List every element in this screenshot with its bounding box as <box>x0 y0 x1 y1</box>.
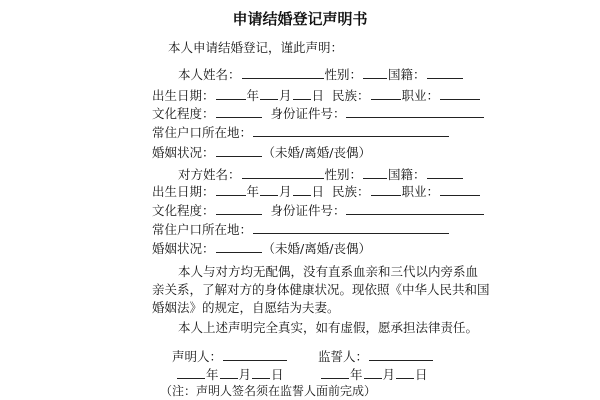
self-id-field[interactable] <box>346 105 484 118</box>
self-marital-options: （未婚/离婚/丧偶） <box>262 145 371 160</box>
supervisor-date-row <box>320 366 428 383</box>
self-birth-label: 出生日期： <box>152 88 215 103</box>
supervisor-signature-field[interactable] <box>369 348 433 361</box>
declarant-month-field[interactable] <box>220 366 238 379</box>
self-birth-month-field[interactable] <box>260 87 278 100</box>
self-residence-field[interactable] <box>253 124 449 137</box>
partner-birth-label: 出生日期： <box>152 184 215 199</box>
partner-birth-month-field[interactable] <box>260 183 278 196</box>
partner-gender-field[interactable] <box>363 166 387 179</box>
partner-name-row <box>178 166 464 183</box>
supervisor-year-field[interactable] <box>321 366 349 379</box>
self-occupation-label: 职业： <box>401 88 440 103</box>
self-marital-row <box>152 144 371 161</box>
self-ethnicity-field[interactable] <box>371 87 401 100</box>
statement-line: 亲关系，了解对方的身体健康状况。现依照《中华人民共和国 <box>152 282 490 297</box>
self-gender-field[interactable] <box>363 66 387 79</box>
self-name-row <box>178 66 464 83</box>
day-label: 日 <box>311 184 325 199</box>
month-label: 月 <box>279 184 292 199</box>
year-label: 年 <box>350 367 363 382</box>
self-marital-field[interactable] <box>216 144 262 157</box>
year-label: 年 <box>246 88 260 103</box>
year-label: 年 <box>246 184 260 199</box>
supervisor-month-field[interactable] <box>364 366 382 379</box>
intro-text: 本人申请结婚登记，谨此声明： <box>168 40 344 55</box>
partner-occupation-label: 职业： <box>401 184 440 199</box>
statement-line: 本人上述声明完全真实，如有虚假，愿承担法律责任。 <box>178 320 479 335</box>
self-birth-row <box>152 87 481 104</box>
self-gender-label: 性别： <box>324 67 363 82</box>
declarant-year-field[interactable] <box>177 366 205 379</box>
partner-occupation-field[interactable] <box>440 183 480 196</box>
declarant-label: 声明人： <box>172 349 223 364</box>
month-label: 月 <box>279 88 292 103</box>
partner-education-field[interactable] <box>216 202 262 215</box>
day-label: 日 <box>311 88 325 103</box>
partner-residence-field[interactable] <box>253 221 449 234</box>
partner-birth-row <box>152 183 481 200</box>
partner-nationality-field[interactable] <box>427 166 463 179</box>
document-title: 申请结婚登记声明书 <box>232 10 368 28</box>
self-residence-label: 常住户口所在地： <box>152 125 253 140</box>
day-label: 日 <box>271 367 284 382</box>
signature-note: （注：声明人签名须在监誓人面前完成） <box>160 384 377 398</box>
self-residence-row <box>152 124 450 141</box>
partner-id-label: 身份证件号： <box>270 203 346 218</box>
partner-gender-label: 性别： <box>324 167 363 182</box>
self-nationality-label: 国籍： <box>388 67 426 82</box>
partner-birth-day-field[interactable] <box>293 183 311 196</box>
partner-ethnicity-label: 民族： <box>332 184 370 199</box>
partner-residence-row <box>152 221 450 238</box>
self-marital-label: 婚姻状况： <box>152 145 215 160</box>
self-education-label: 文化程度： <box>152 106 215 121</box>
self-birth-year-field[interactable] <box>216 87 246 100</box>
partner-marital-options: （未婚/离婚/丧偶） <box>262 241 371 256</box>
self-id-label: 身份证件号： <box>270 106 346 121</box>
statement-line: 婚姻法》的规定，自愿结为夫妻。 <box>152 300 340 315</box>
supervisor-label: 监誓人： <box>318 349 369 364</box>
statement-line: 本人与对方均无配偶，没有直系血亲和三代以内旁系血 <box>178 264 479 279</box>
self-birth-day-field[interactable] <box>293 87 311 100</box>
month-label: 月 <box>382 367 396 382</box>
self-name-field[interactable] <box>242 66 324 79</box>
partner-name-label: 对方姓名： <box>178 167 241 182</box>
partner-id-field[interactable] <box>346 202 484 215</box>
declarant-day-field[interactable] <box>252 366 270 379</box>
declarant-signature-field[interactable] <box>223 348 287 361</box>
partner-marital-field[interactable] <box>216 240 262 253</box>
declarant-signature-row <box>172 348 288 365</box>
month-label: 月 <box>238 367 252 382</box>
day-label: 日 <box>415 367 428 382</box>
self-education-field[interactable] <box>216 105 262 118</box>
partner-marital-row <box>152 240 371 257</box>
partner-education-label: 文化程度： <box>152 203 215 218</box>
partner-education-row <box>152 202 485 219</box>
partner-nationality-label: 国籍： <box>388 167 426 182</box>
partner-residence-label: 常住户口所在地： <box>152 222 253 237</box>
self-occupation-field[interactable] <box>440 87 480 100</box>
partner-marital-label: 婚姻状况： <box>152 241 215 256</box>
partner-ethnicity-field[interactable] <box>371 183 401 196</box>
self-name-label: 本人姓名： <box>178 67 241 82</box>
self-education-row <box>152 105 485 122</box>
declarant-date-row <box>176 366 284 383</box>
year-label: 年 <box>206 367 219 382</box>
partner-name-field[interactable] <box>242 166 324 179</box>
partner-birth-year-field[interactable] <box>216 183 246 196</box>
supervisor-signature-row <box>318 348 434 365</box>
self-ethnicity-label: 民族： <box>332 88 370 103</box>
supervisor-day-field[interactable] <box>396 366 414 379</box>
self-nationality-field[interactable] <box>427 66 463 79</box>
